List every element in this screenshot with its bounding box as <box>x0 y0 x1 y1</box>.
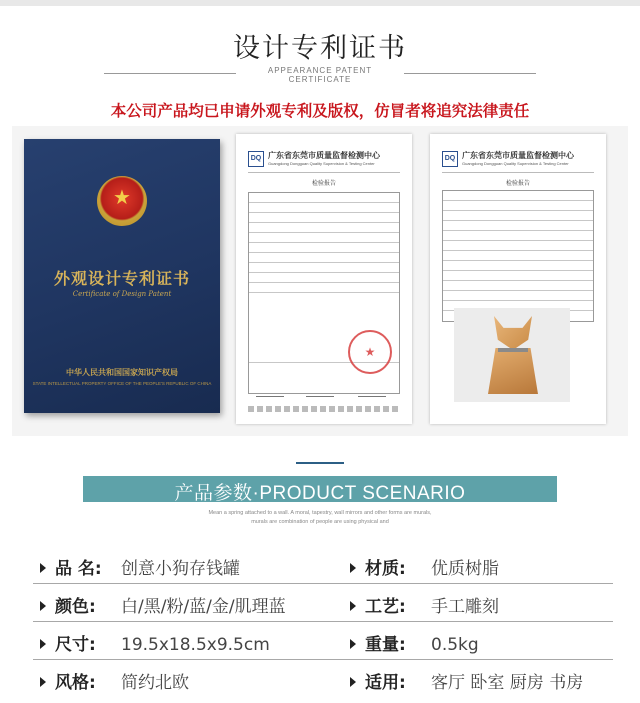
dog-figurine-head <box>494 316 532 350</box>
report-title: 检验报告 <box>311 180 336 187</box>
report-org: 广东省东莞市质量监督检测中心 <box>268 151 380 160</box>
report-rule <box>442 172 594 173</box>
param-value: 优质树脂 <box>431 559 499 579</box>
param-value: 19.5x18.5x9.5cm <box>121 635 270 655</box>
patent-certificate-cover <box>24 139 220 413</box>
row-divider <box>33 583 613 584</box>
signature-line <box>306 391 334 397</box>
section-accent-line <box>296 462 344 464</box>
report-footer <box>248 406 400 412</box>
top-divider-bar <box>0 0 640 6</box>
testing-center-logo-icon: DQ <box>248 151 264 167</box>
bullet-triangle-icon <box>40 601 46 611</box>
bullet-triangle-icon <box>350 639 356 649</box>
test-report-page-2 <box>430 134 606 424</box>
param-label: 颜色: <box>55 597 96 617</box>
section-banner-title: 产品参数·PRODUCT SCENARIO <box>174 483 466 504</box>
param-label: 品 名: <box>55 559 102 579</box>
report-org-en: Guangdong Dongguan Quality Supervision & Testing Center <box>268 161 375 166</box>
report-table <box>442 190 594 322</box>
row-divider <box>33 659 613 660</box>
dog-figurine-body <box>488 348 538 394</box>
dog-collar <box>498 348 528 352</box>
official-stamp-icon: ★ <box>348 330 392 374</box>
param-label: 工艺: <box>365 597 406 617</box>
report-title: 检验报告 <box>505 180 530 187</box>
copyright-warning: 本公司产品均已申请外观专利及版权，仿冒者将追究法律责任 <box>110 102 530 120</box>
report-rule <box>248 172 400 173</box>
param-row <box>33 553 613 585</box>
param-row <box>33 667 613 699</box>
bullet-triangle-icon <box>350 677 356 687</box>
certificate-issuer-en: STATE INTELLECTUAL PROPERTY OFFICE OF THE PEOPLE'S REPUBLIC OF CHINA <box>32 381 212 386</box>
signature-line <box>358 391 386 397</box>
param-value: 白/黑/粉/蓝/金/肌理蓝 <box>121 597 286 617</box>
param-label: 风格: <box>55 673 96 693</box>
bullet-triangle-icon <box>40 677 46 687</box>
param-label: 重量: <box>365 635 406 655</box>
report-org: 广东省东莞市质量监督检测中心 <box>462 151 574 160</box>
section-description: Mean a spring attached to a wall. A moral, tapestry, wall mirrors and other forms are murals, <box>208 510 432 516</box>
section-description: murals are combination of people are using physical and <box>251 519 389 525</box>
page-subtitle: APPEARANCE PATENT CERTIFICATE <box>236 66 404 84</box>
signature-line <box>256 391 284 397</box>
bullet-triangle-icon <box>40 639 46 649</box>
param-value: 简约北欧 <box>121 673 189 693</box>
page-title: 设计专利证书 <box>233 33 407 64</box>
param-value: 0.5kg <box>431 635 479 655</box>
certificate-gallery <box>12 126 628 436</box>
param-row <box>33 629 613 661</box>
param-label: 材质: <box>365 559 406 579</box>
testing-center-logo-icon: DQ <box>442 151 458 167</box>
param-value: 手工雕刻 <box>431 597 499 617</box>
certificate-title-en: Certificate of Design Patent <box>72 290 172 298</box>
bullet-triangle-icon <box>40 563 46 573</box>
bullet-triangle-icon <box>350 601 356 611</box>
national-emblem-icon: ★ <box>97 176 147 226</box>
param-label: 适用: <box>365 673 406 693</box>
product-photo <box>454 308 570 402</box>
section-banner <box>83 476 557 502</box>
certificate-title: 外观设计专利证书 <box>53 269 190 288</box>
param-value: 创意小狗存钱罐 <box>121 559 240 579</box>
param-row <box>33 591 613 623</box>
param-value: 客厅 卧室 厨房 书房 <box>431 673 584 693</box>
param-label: 尺寸: <box>55 635 96 655</box>
certificate-issuer: 中华人民共和国国家知识产权局 <box>66 368 178 377</box>
bullet-triangle-icon <box>350 563 356 573</box>
test-report-page-1 <box>236 134 412 424</box>
report-org-en: Guangdong Dongguan Quality Supervision & Testing Center <box>462 161 569 166</box>
row-divider <box>33 621 613 622</box>
